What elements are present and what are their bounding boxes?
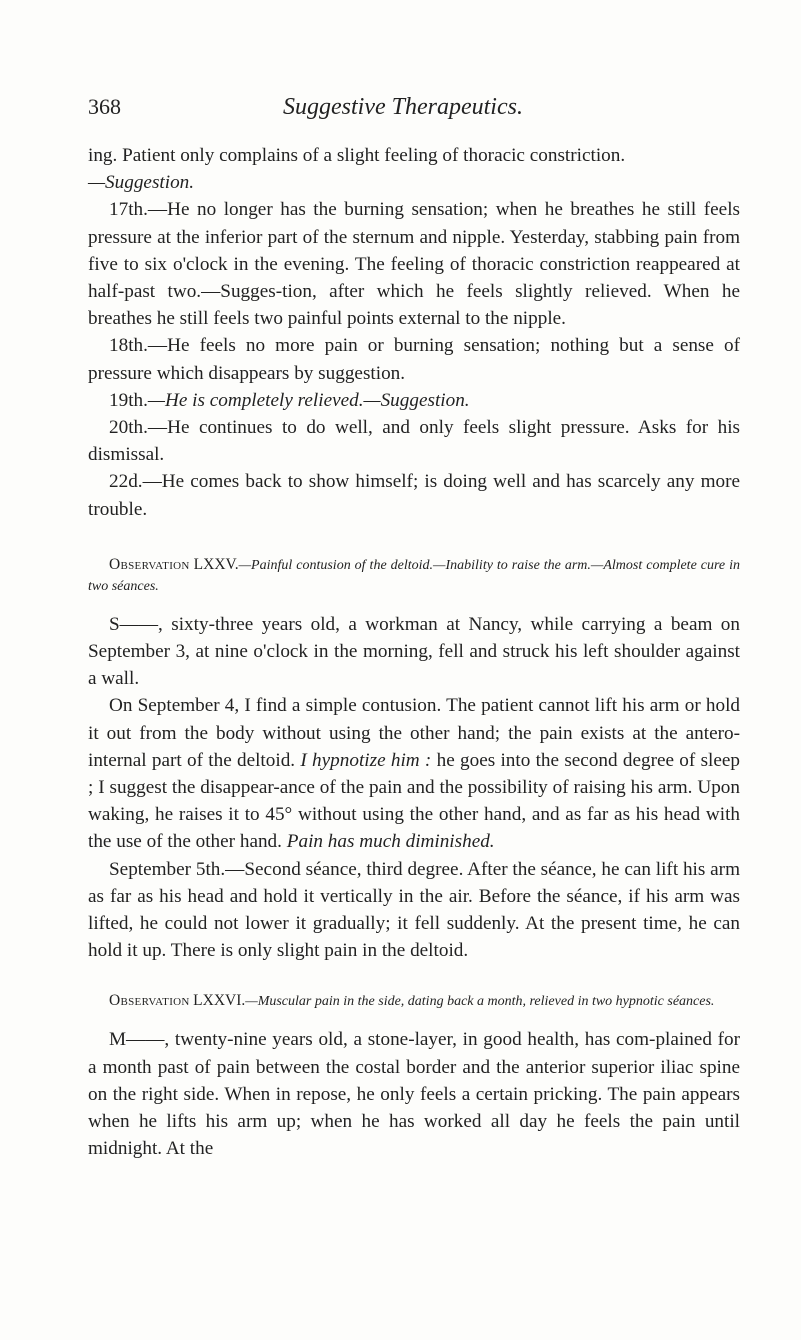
case-suggestion-line: —Suggestion. (88, 172, 195, 194)
observation-75-heading: Observation LXXV.—Painful contusion of the deltoid.—Inability to raise the arm.—Almost complete cure in two séances. (88, 555, 741, 594)
entry-18th: 18th.—He feels no more pain or burning sensation; nothing but a sense of pressure which disappears by suggestion. (88, 335, 740, 384)
page-header (88, 94, 748, 124)
case-continuation-line: ing. Patient only complains of a slight feeling of thoracic constriction. (88, 145, 626, 166)
observation-76-paragraph-1: M——, twenty-nine years old, a stone-layer, in good health, has com-plained for a month past of pain between the costal border and the anterior superior iliac spine on the right side. When in repose, he only feels a certain pricking. The pain appears when he lifts his arm up; when he has worked all day he feels the pain until midnight. At the (88, 1029, 740, 1160)
running-head: Suggestive Therapeutics. (283, 94, 523, 120)
entry-22d: 22d.—He comes back to show himself; is doing well and has scarcely any more trouble. (88, 471, 740, 520)
entry-17th: 17th.—He no longer has the burning sensation; when he breathes he still feels pressure at the inferior part of the sternum and nipple. Yesterday, stabbing pain from five to six o'clock in the evening. The feeling of thoracic constriction reappeared at half-past two.—Sugges-tion, after which he feels slightly relieved. When he breathes he still feels two painful points external to the nipple. (88, 199, 740, 330)
observation-75-paragraph-3: September 5th.—Second séance, third degree. After the séance, he can lift his arm as far as his head and hold it vertically in the air. Before the séance, if his arm was lifted, he could not lower it gradually; it fell suddenly. At the present time, he can hold it up. There is only slight pain in the deltoid. (88, 858, 740, 962)
observation-76-heading: Observation LXXVI.—Muscular pain in the side, dating back a month, relieved in two hypnotic séances. (109, 992, 715, 1010)
entry-20th: 20th.—He continues to do well, and only feels slight pressure. Asks for his dismissal. (88, 417, 740, 466)
page-number: 368 (88, 94, 121, 119)
body-text (88, 142, 740, 1163)
observation-75-paragraph-1: S——, sixty-three years old, a workman at Nancy, while carrying a beam on September 3, at nine o'clock in the morning, fell and struck his left shoulder against a wall. (88, 613, 740, 690)
entry-19th: 19th.—He is completely relieved.—Suggestion. (109, 389, 470, 411)
observation-75-paragraph-2: On September 4, I find a simple contusion. The patient cannot lift his arm or hold it out from the body without using the other hand; the pain exists at the antero-internal part of the deltoid. I hypnotize him : he goes into the second degree of sleep ; I suggest the disappear-ance of the pain and the possibility of raising his arm. Upon waking, he raises it to 45° without using the other hand, and as far as his head with the use of the other hand. Pain has much diminished. (88, 695, 740, 853)
